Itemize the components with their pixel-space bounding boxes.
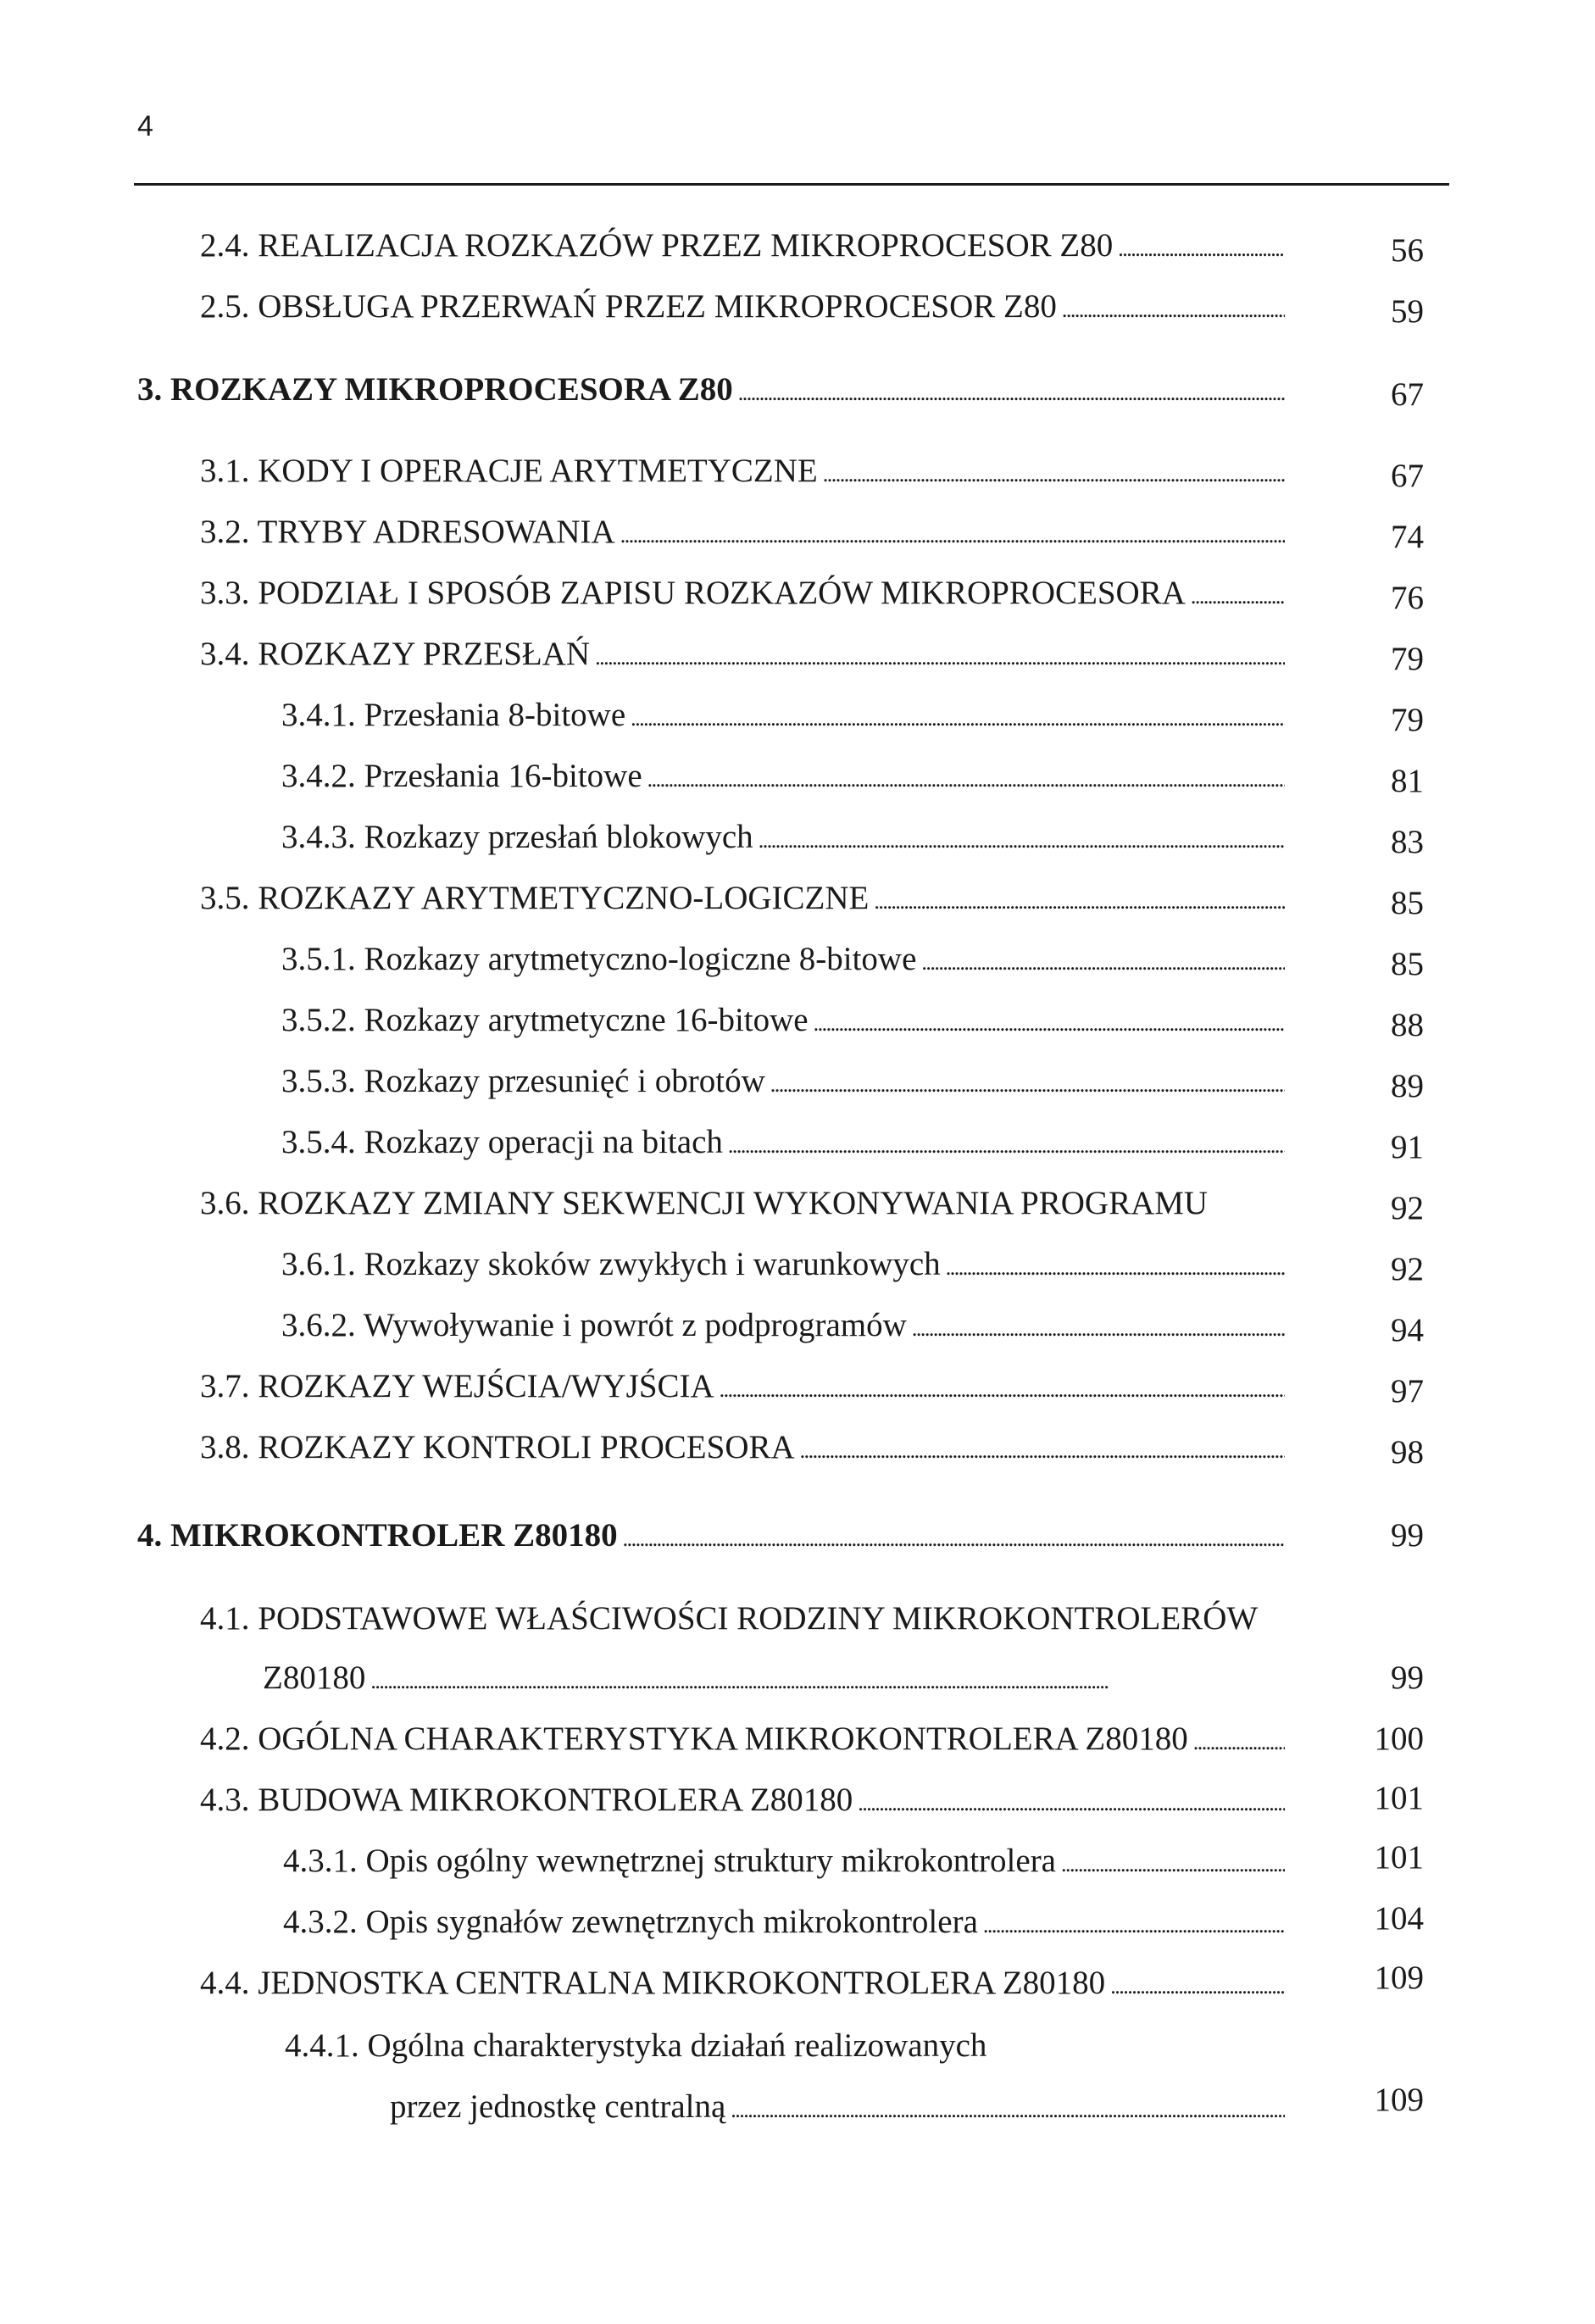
dot-leader [921,950,1285,976]
toc-page-number: 81 [1391,763,1424,799]
dot-leader [370,1669,1285,1694]
toc-entry-3-6-2 [281,1307,1285,1345]
toc-entry-3-4-3 [281,819,1285,857]
dot-leader [858,1791,1285,1816]
toc-page-number: 104 [1374,1900,1424,1937]
toc-entry-3-6-1 [281,1246,1285,1284]
toc-entry-label: 3.5. ROZKAZY ARYTMETYCZNO-LOGICZNE [200,880,870,916]
toc-entry-4-2 [200,1721,1285,1759]
toc-page-number: 101 [1374,1780,1424,1816]
toc-entry-4-1: 4.1. PODSTAWOWE WŁAŚCIWOŚCI RODZINY MIKROKONTROLERÓW [200,1600,1259,1637]
toc-entry-label: 3.4.2. Przesłania 16-bitowe [281,758,642,794]
toc-entry-3-5-2 [281,1002,1285,1040]
toc-entry-label: 3.4. ROZKAZY PRZESŁAŃ [200,636,591,672]
toc-entry-label: 3.7. ROZKAZY WEJŚCIA/WYJŚCIA [200,1368,714,1404]
toc-page-number: 79 [1391,702,1424,738]
toc-entry-2-5 [200,288,1285,326]
toc-entry-label: 4.3.1. Opis ogólny wewnętrznej struktury mikrokontrolera [283,1843,1056,1879]
toc-entry-label: przez jednostkę centralną [390,2088,726,2125]
toc-page-number: 101 [1374,1839,1424,1876]
dot-leader [1193,1730,1285,1755]
toc-page-number: 85 [1391,946,1424,982]
toc-entry-label: 3.5.3. Rozkazy przesunięć i obrotów [281,1063,765,1099]
toc-chapter-4 [137,1517,1285,1555]
toc-entry-4-3-2 [283,1904,1285,1942]
toc-entry-label: 4.2. OGÓLNA CHARAKTERYSTYKA MIKROKONTROLERA Z80180 [200,1721,1188,1757]
toc-entry-label: 4.3.2. Opis sygnałów zewnętrznych mikrokontrolera [283,1904,978,1940]
dot-leader [1191,584,1285,609]
toc-entry-label: 3.2. TRYBY ADRESOWANIA [200,514,615,550]
dot-leader [759,828,1285,853]
dot-leader [620,523,1285,548]
toc-entry-label: 3.5.4. Rozkazy operacji na bitach [281,1124,723,1160]
toc-entry-4-4-1-continuation [390,2088,1285,2127]
toc-entry-4-4-1: 4.4.1. Ogólna charakterystyka działań realizowanych [285,2027,987,2064]
toc-entry-4-1-continuation [263,1660,1285,1698]
toc-entry-label: 2.5. OBSŁUGA PRZERWAŃ PRZEZ MIKROPROCESOR Z80 [200,288,1057,325]
toc-entry-label: Z80180 [263,1660,366,1696]
toc-entry-label: 3.5.2. Rozkazy arytmetyczne 16-bitowe [281,1002,809,1038]
toc-page-number: 98 [1391,1434,1424,1471]
toc-entry-3-4 [200,636,1285,674]
toc-entry-2-4 [200,227,1285,265]
dot-leader [728,1133,1285,1159]
toc-entry-4-3 [200,1782,1285,1820]
toc-page-number: 99 [1391,1660,1424,1696]
toc-entry-label: 3.8. ROZKAZY KONTROLI PROCESORA [200,1429,795,1465]
dot-leader [720,1377,1285,1403]
dot-leader [623,1526,1285,1552]
toc-entry-label: 3.6.1. Rozkazy skoków zwykłych i warunkowych [281,1246,941,1282]
toc-entry-label: 3.1. KODY I OPERACJE ARYTMETYCZNE [200,453,818,489]
toc-page-number: 89 [1391,1068,1424,1104]
toc-entry-label: 3.3. PODZIAŁ I SPOSÓB ZAPISU ROZKAZÓW MIKROPROCESORA [200,575,1186,611]
dot-leader [800,1438,1285,1464]
toc-page-number: 56 [1391,232,1424,269]
toc-entry-3-1 [200,453,1285,491]
toc-chapter-3 [137,371,1285,409]
toc-page-number: 79 [1391,641,1424,677]
toc-entry-3-4-1 [281,697,1285,735]
dot-leader [823,462,1285,487]
toc-page-number: 67 [1391,376,1424,413]
toc-entry-3-8 [200,1429,1285,1467]
dot-leader [738,381,1285,406]
toc-entry-label: 3.4.1. Przesłania 8-bitowe [281,697,626,733]
toc-entry-3-2 [200,514,1285,552]
toc-entry-label: 4. MIKROKONTROLER Z80180 [137,1517,618,1554]
toc-entry-4-4 [200,1965,1285,2003]
toc-entry-label: 3.6. ROZKAZY ZMIANY SEKWENCJI WYKONYWANIA PROGRAMU [200,1185,1209,1221]
dot-leader [983,1913,1285,1938]
dot-leader [874,889,1285,915]
toc-page-number: 97 [1391,1373,1424,1409]
toc-entry-3-5-4 [281,1124,1285,1162]
dot-leader [946,1255,1285,1281]
toc-entry-3-7 [200,1368,1285,1406]
dot-leader [1118,236,1285,262]
toc-entry-label: 3.6.2. Wywoływanie i powrót z podprogramów [281,1307,907,1343]
dot-leader [1110,1974,1285,1999]
dot-leader [1061,1852,1285,1877]
dot-leader [731,2098,1285,2123]
dot-leader [1062,297,1285,323]
dot-leader [912,1316,1285,1342]
toc-entry-3-5-1 [281,941,1285,979]
dot-leader [814,1011,1285,1037]
toc-page-number: 109 [1374,1960,1424,1996]
dot-leader [631,706,1285,731]
toc-page-number: 109 [1374,2082,1424,2118]
toc-page-number: 88 [1391,1007,1424,1043]
toc-entry-label: 4.4. JEDNOSTKA CENTRALNA MIKROKONTROLERA Z80180 [200,1965,1106,2001]
page-number: 4 [137,110,153,142]
toc-entry-label: 3.4.3. Rozkazy przesłań blokowych [281,819,753,855]
toc-page-number: 100 [1374,1721,1424,1757]
toc-page-number: 92 [1391,1190,1424,1226]
dot-leader [595,645,1285,670]
toc-entry-3-4-2 [281,758,1285,796]
toc-page-number: 59 [1391,293,1424,330]
toc-page-number: 91 [1391,1129,1424,1165]
toc-page-number: 76 [1391,580,1424,616]
toc-entry-3-5-3 [281,1063,1285,1101]
toc-entry-label: 3.5.1. Rozkazy arytmetyczno-logiczne 8-bitowe [281,941,917,977]
toc-page-number: 94 [1391,1312,1424,1348]
toc-page-number: 74 [1391,519,1424,555]
toc-page-number: 92 [1391,1251,1424,1287]
toc-entry-label: 2.4. REALIZACJA ROZKAZÓW PRZEZ MIKROPROCESOR Z80 [200,227,1114,264]
toc-entry-label: 4.3. BUDOWA MIKROKONTROLERA Z80180 [200,1782,853,1818]
toc-page-number: 99 [1391,1517,1424,1554]
toc-entry-3-6 [200,1185,1302,1223]
toc-entry-3-3 [200,575,1285,613]
toc-entry-3-5 [200,880,1285,918]
toc-entry-label: 3. ROZKAZY MIKROPROCESORA Z80 [137,371,733,408]
toc-page-number: 83 [1391,824,1424,860]
dot-leader [647,767,1285,792]
toc-entry-4-3-1 [283,1843,1285,1881]
dot-leader [770,1072,1285,1098]
toc-page-number: 67 [1391,458,1424,494]
toc-page-number: 85 [1391,885,1424,921]
